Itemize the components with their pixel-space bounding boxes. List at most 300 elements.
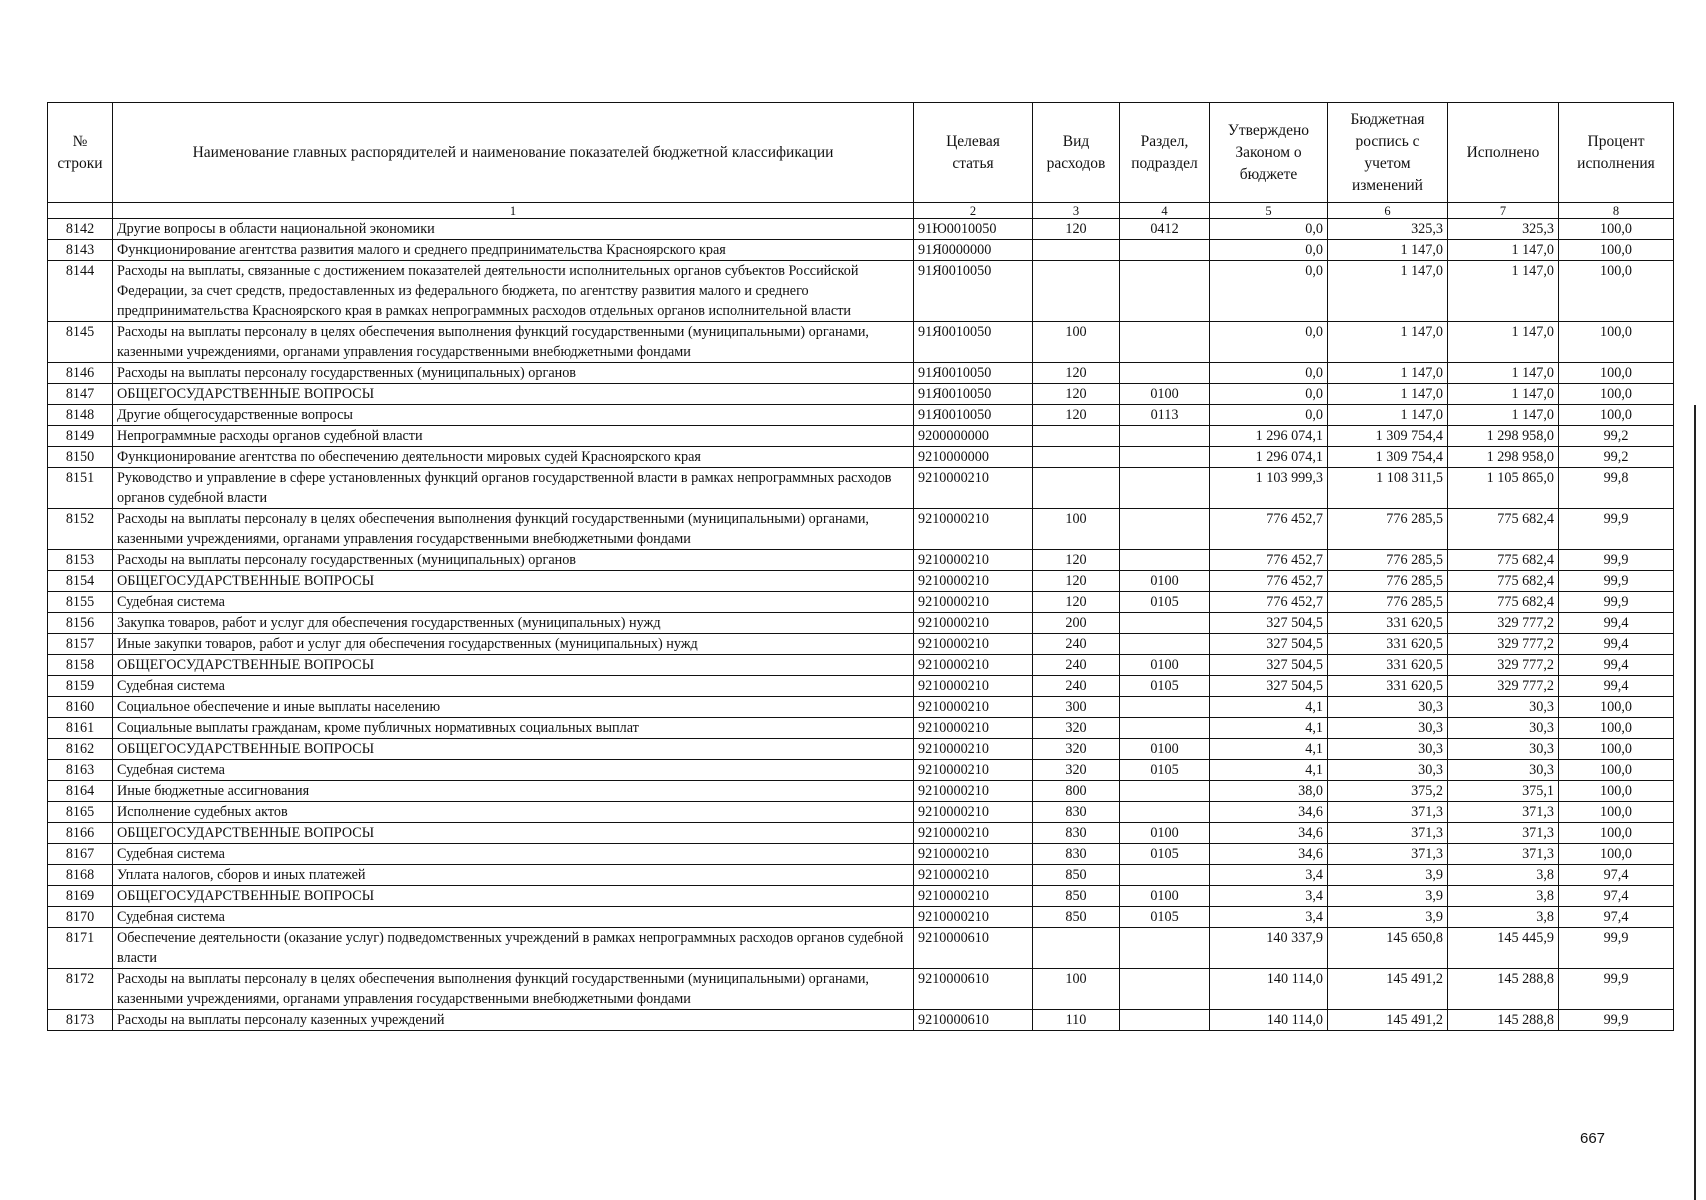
page-number: 667 [1580, 1130, 1606, 1147]
table-row [48, 697, 1674, 718]
executed-amount-cell: 329 777,2 [1448, 655, 1559, 676]
indicator-name-cell: Другие общегосударственные вопросы [113, 405, 914, 426]
expense-type-cell: 120 [1033, 363, 1120, 384]
approved-amount-cell: 0,0 [1210, 384, 1328, 405]
target-article-cell: 9210000210 [914, 571, 1033, 592]
table-row [48, 928, 1674, 969]
indicator-name-cell: Судебная система [113, 592, 914, 613]
percent-cell: 100,0 [1559, 697, 1674, 718]
indicator-name-cell: Обеспечение деятельности (оказание услуг) подведомственных учреждений в рамках непрограммных расходов органов судебной власти [113, 928, 914, 969]
row-number-cell: 8156 [48, 613, 113, 634]
expense-type-cell: 830 [1033, 844, 1120, 865]
budget-report-page [47, 102, 1673, 1031]
row-number-cell: 8171 [48, 928, 113, 969]
section-cell [1120, 468, 1210, 509]
table-row [48, 676, 1674, 697]
executed-amount-cell: 1 147,0 [1448, 405, 1559, 426]
row-number-cell: 8153 [48, 550, 113, 571]
executed-amount-cell: 329 777,2 [1448, 613, 1559, 634]
approved-amount-cell: 34,6 [1210, 823, 1328, 844]
executed-amount-cell: 371,3 [1448, 823, 1559, 844]
approved-amount-cell: 776 452,7 [1210, 571, 1328, 592]
indicator-name-cell: Расходы на выплаты, связанные с достижением показателей деятельности исполнительных органов субъектов Российской Федерации, за счет средств, предоставленных из федерального бюджета, по агентству развития малого и среднего предпринимательства Красноярского края в рамках непрограммных расходов отдельных органов исполнительной власти [113, 261, 914, 322]
expense-type-cell: 100 [1033, 322, 1120, 363]
percent-cell: 100,0 [1559, 384, 1674, 405]
approved-amount-cell: 776 452,7 [1210, 592, 1328, 613]
column-number: 2 [914, 203, 1033, 219]
schedule-amount-cell: 331 620,5 [1328, 613, 1448, 634]
section-cell: 0100 [1120, 823, 1210, 844]
section-cell [1120, 613, 1210, 634]
table-row [48, 509, 1674, 550]
table-row [48, 1010, 1674, 1031]
table-row [48, 823, 1674, 844]
indicator-name-cell: Функционирование агентства по обеспечению деятельности мировых судей Красноярского края [113, 447, 914, 468]
section-cell: 0412 [1120, 219, 1210, 240]
section-cell [1120, 550, 1210, 571]
row-number-cell: 8155 [48, 592, 113, 613]
indicator-name-cell: ОБЩЕГОСУДАРСТВЕННЫЕ ВОПРОСЫ [113, 655, 914, 676]
column-number: 6 [1328, 203, 1448, 219]
expense-type-cell: 120 [1033, 550, 1120, 571]
indicator-name-cell: Иные бюджетные ассигнования [113, 781, 914, 802]
section-cell: 0105 [1120, 760, 1210, 781]
percent-cell: 99,9 [1559, 1010, 1674, 1031]
percent-cell: 99,9 [1559, 928, 1674, 969]
approved-amount-cell: 327 504,5 [1210, 655, 1328, 676]
percent-cell: 100,0 [1559, 363, 1674, 384]
section-cell [1120, 447, 1210, 468]
indicator-name-cell: Расходы на выплаты персоналу государственных (муниципальных) органов [113, 363, 914, 384]
table-row [48, 363, 1674, 384]
row-number-cell: 8161 [48, 718, 113, 739]
target-article-cell: 91Я0010050 [914, 363, 1033, 384]
schedule-amount-cell: 3,9 [1328, 865, 1448, 886]
target-article-cell: 9210000210 [914, 509, 1033, 550]
indicator-name-cell: Расходы на выплаты персоналу в целях обеспечения выполнения функций государственными (муниципальными) органами, казенными учреждениями, органами управления государственными внебюджетными фондами [113, 509, 914, 550]
schedule-amount-cell: 331 620,5 [1328, 634, 1448, 655]
row-number-cell: 8163 [48, 760, 113, 781]
percent-cell: 100,0 [1559, 802, 1674, 823]
executed-amount-cell: 775 682,4 [1448, 509, 1559, 550]
target-article-cell: 9210000210 [914, 844, 1033, 865]
indicator-name-cell: Закупка товаров, работ и услуг для обеспечения государственных (муниципальных) нужд [113, 613, 914, 634]
executed-amount-cell: 329 777,2 [1448, 676, 1559, 697]
approved-amount-cell: 140 114,0 [1210, 969, 1328, 1010]
percent-cell: 100,0 [1559, 261, 1674, 322]
indicator-name-cell: ОБЩЕГОСУДАРСТВЕННЫЕ ВОПРОСЫ [113, 886, 914, 907]
table-row [48, 739, 1674, 760]
approved-amount-cell: 0,0 [1210, 219, 1328, 240]
approved-amount-cell: 776 452,7 [1210, 550, 1328, 571]
percent-cell: 99,9 [1559, 550, 1674, 571]
section-cell [1120, 781, 1210, 802]
target-article-cell: 91Я0010050 [914, 261, 1033, 322]
indicator-name-cell: ОБЩЕГОСУДАРСТВЕННЫЕ ВОПРОСЫ [113, 384, 914, 405]
approved-amount-cell: 140 337,9 [1210, 928, 1328, 969]
section-cell: 0105 [1120, 907, 1210, 928]
section-cell [1120, 969, 1210, 1010]
approved-amount-cell: 4,1 [1210, 739, 1328, 760]
section-cell [1120, 802, 1210, 823]
executed-amount-cell: 775 682,4 [1448, 592, 1559, 613]
expense-type-cell: 320 [1033, 718, 1120, 739]
target-article-cell: 91Я0010050 [914, 322, 1033, 363]
approved-amount-cell: 776 452,7 [1210, 509, 1328, 550]
table-row [48, 886, 1674, 907]
executed-amount-cell: 145 445,9 [1448, 928, 1559, 969]
header-section: Раздел, подраздел [1120, 103, 1210, 203]
approved-amount-cell: 34,6 [1210, 844, 1328, 865]
percent-cell: 99,9 [1559, 509, 1674, 550]
table-row [48, 219, 1674, 240]
executed-amount-cell: 371,3 [1448, 802, 1559, 823]
table-row [48, 384, 1674, 405]
schedule-amount-cell: 1 309 754,4 [1328, 426, 1448, 447]
expense-type-cell [1033, 261, 1120, 322]
table-row [48, 634, 1674, 655]
executed-amount-cell: 30,3 [1448, 697, 1559, 718]
section-cell: 0100 [1120, 886, 1210, 907]
indicator-name-cell: Судебная система [113, 907, 914, 928]
indicator-name-cell: Руководство и управление в сфере установленных функций органов государственной власти в рамках непрограммных расходов органов судебной власти [113, 468, 914, 509]
indicator-name-cell: ОБЩЕГОСУДАРСТВЕННЫЕ ВОПРОСЫ [113, 571, 914, 592]
header-expense-type: Вид расходов [1033, 103, 1120, 203]
executed-amount-cell: 3,8 [1448, 907, 1559, 928]
target-article-cell: 9210000210 [914, 760, 1033, 781]
row-number-cell: 8145 [48, 322, 113, 363]
executed-amount-cell: 775 682,4 [1448, 571, 1559, 592]
expense-type-cell: 100 [1033, 509, 1120, 550]
section-cell: 0100 [1120, 655, 1210, 676]
row-number-cell: 8159 [48, 676, 113, 697]
indicator-name-cell: ОБЩЕГОСУДАРСТВЕННЫЕ ВОПРОСЫ [113, 739, 914, 760]
percent-cell: 100,0 [1559, 781, 1674, 802]
indicator-name-cell: Расходы на выплаты персоналу в целях обеспечения выполнения функций государственными (муниципальными) органами, казенными учреждениями, органами управления государственными внебюджетными фондами [113, 322, 914, 363]
table-row [48, 802, 1674, 823]
section-cell [1120, 634, 1210, 655]
indicator-name-cell: Расходы на выплаты персоналу казенных учреждений [113, 1010, 914, 1031]
schedule-amount-cell: 30,3 [1328, 760, 1448, 781]
percent-cell: 99,2 [1559, 426, 1674, 447]
target-article-cell: 9210000210 [914, 718, 1033, 739]
schedule-amount-cell: 325,3 [1328, 219, 1448, 240]
target-article-cell: 9210000210 [914, 739, 1033, 760]
expense-type-cell: 110 [1033, 1010, 1120, 1031]
expense-type-cell [1033, 447, 1120, 468]
column-number: 1 [113, 203, 914, 219]
schedule-amount-cell: 776 285,5 [1328, 571, 1448, 592]
section-cell [1120, 261, 1210, 322]
schedule-amount-cell: 1 147,0 [1328, 240, 1448, 261]
row-number-cell: 8152 [48, 509, 113, 550]
expense-type-cell: 120 [1033, 571, 1120, 592]
approved-amount-cell: 3,4 [1210, 865, 1328, 886]
column-number: 4 [1120, 203, 1210, 219]
section-cell: 0100 [1120, 739, 1210, 760]
target-article-cell: 91Я0010050 [914, 384, 1033, 405]
approved-amount-cell: 0,0 [1210, 261, 1328, 322]
schedule-amount-cell: 331 620,5 [1328, 676, 1448, 697]
schedule-amount-cell: 371,3 [1328, 823, 1448, 844]
expense-type-cell: 850 [1033, 907, 1120, 928]
expense-type-cell: 120 [1033, 592, 1120, 613]
column-number: 5 [1210, 203, 1328, 219]
schedule-amount-cell: 1 309 754,4 [1328, 447, 1448, 468]
approved-amount-cell: 0,0 [1210, 363, 1328, 384]
target-article-cell: 9210000210 [914, 676, 1033, 697]
row-number-cell: 8142 [48, 219, 113, 240]
target-article-cell: 9210000610 [914, 928, 1033, 969]
executed-amount-cell: 3,8 [1448, 886, 1559, 907]
indicator-name-cell: Расходы на выплаты персоналу в целях обеспечения выполнения функций государственными (муниципальными) органами, казенными учреждениями, органами управления государственными внебюджетными фондами [113, 969, 914, 1010]
approved-amount-cell: 0,0 [1210, 405, 1328, 426]
table-row [48, 571, 1674, 592]
section-cell: 0100 [1120, 571, 1210, 592]
percent-cell: 100,0 [1559, 405, 1674, 426]
schedule-amount-cell: 30,3 [1328, 739, 1448, 760]
column-number [48, 203, 113, 219]
approved-amount-cell: 4,1 [1210, 697, 1328, 718]
schedule-amount-cell: 371,3 [1328, 844, 1448, 865]
approved-amount-cell: 0,0 [1210, 240, 1328, 261]
indicator-name-cell: Другие вопросы в области национальной экономики [113, 219, 914, 240]
row-number-cell: 8172 [48, 969, 113, 1010]
row-number-cell: 8168 [48, 865, 113, 886]
approved-amount-cell: 327 504,5 [1210, 676, 1328, 697]
indicator-name-cell: Судебная система [113, 676, 914, 697]
approved-amount-cell: 327 504,5 [1210, 613, 1328, 634]
expense-type-cell: 240 [1033, 655, 1120, 676]
executed-amount-cell: 30,3 [1448, 739, 1559, 760]
executed-amount-cell: 30,3 [1448, 718, 1559, 739]
table-row [48, 760, 1674, 781]
expense-type-cell [1033, 928, 1120, 969]
target-article-cell: 9210000610 [914, 1010, 1033, 1031]
percent-cell: 100,0 [1559, 219, 1674, 240]
indicator-name-cell: Исполнение судебных актов [113, 802, 914, 823]
expense-type-cell: 200 [1033, 613, 1120, 634]
schedule-amount-cell: 1 147,0 [1328, 405, 1448, 426]
row-number-cell: 8173 [48, 1010, 113, 1031]
expense-type-cell [1033, 426, 1120, 447]
schedule-amount-cell: 776 285,5 [1328, 550, 1448, 571]
section-cell [1120, 322, 1210, 363]
section-cell [1120, 240, 1210, 261]
section-cell: 0105 [1120, 844, 1210, 865]
table-row [48, 781, 1674, 802]
expense-type-cell: 830 [1033, 802, 1120, 823]
target-article-cell: 9210000210 [914, 823, 1033, 844]
table-row [48, 550, 1674, 571]
expense-type-cell [1033, 468, 1120, 509]
schedule-amount-cell: 3,9 [1328, 907, 1448, 928]
column-number: 3 [1033, 203, 1120, 219]
header-percent: Процент исполнения [1559, 103, 1674, 203]
schedule-amount-cell: 145 491,2 [1328, 969, 1448, 1010]
approved-amount-cell: 34,6 [1210, 802, 1328, 823]
section-cell [1120, 697, 1210, 718]
table-row [48, 468, 1674, 509]
section-cell [1120, 928, 1210, 969]
percent-cell: 100,0 [1559, 322, 1674, 363]
header-row-number: № строки [48, 103, 113, 203]
section-cell: 0100 [1120, 384, 1210, 405]
percent-cell: 99,4 [1559, 634, 1674, 655]
target-article-cell: 9210000210 [914, 634, 1033, 655]
section-cell: 0105 [1120, 592, 1210, 613]
executed-amount-cell: 145 288,8 [1448, 969, 1559, 1010]
percent-cell: 99,4 [1559, 676, 1674, 697]
percent-cell: 97,4 [1559, 865, 1674, 886]
section-cell [1120, 1010, 1210, 1031]
executed-amount-cell: 329 777,2 [1448, 634, 1559, 655]
percent-cell: 100,0 [1559, 844, 1674, 865]
expense-type-cell: 850 [1033, 865, 1120, 886]
table-row [48, 240, 1674, 261]
row-number-cell: 8148 [48, 405, 113, 426]
row-number-cell: 8157 [48, 634, 113, 655]
approved-amount-cell: 1 296 074,1 [1210, 426, 1328, 447]
indicator-name-cell: Судебная система [113, 760, 914, 781]
table-body [48, 219, 1674, 1031]
section-cell [1120, 426, 1210, 447]
header-name: Наименование главных распорядителей и наименование показателей бюджетной классификации [113, 103, 914, 203]
row-number-cell: 8158 [48, 655, 113, 676]
approved-amount-cell: 140 114,0 [1210, 1010, 1328, 1031]
schedule-amount-cell: 776 285,5 [1328, 592, 1448, 613]
table-row [48, 907, 1674, 928]
section-cell [1120, 509, 1210, 550]
indicator-name-cell: Функционирование агентства развития малого и среднего предпринимательства Красноярского края [113, 240, 914, 261]
expense-type-cell: 100 [1033, 969, 1120, 1010]
table-row [48, 865, 1674, 886]
expense-type-cell: 120 [1033, 384, 1120, 405]
approved-amount-cell: 4,1 [1210, 718, 1328, 739]
expense-type-cell: 240 [1033, 634, 1120, 655]
percent-cell: 97,4 [1559, 886, 1674, 907]
section-cell: 0113 [1120, 405, 1210, 426]
row-number-cell: 8151 [48, 468, 113, 509]
table-row [48, 426, 1674, 447]
section-cell [1120, 363, 1210, 384]
column-number: 7 [1448, 203, 1559, 219]
target-article-cell: 9210000210 [914, 907, 1033, 928]
executed-amount-cell: 325,3 [1448, 219, 1559, 240]
approved-amount-cell: 3,4 [1210, 886, 1328, 907]
row-number-cell: 8144 [48, 261, 113, 322]
percent-cell: 99,9 [1559, 571, 1674, 592]
target-article-cell: 9210000210 [914, 865, 1033, 886]
percent-cell: 99,9 [1559, 592, 1674, 613]
target-article-cell: 9210000210 [914, 468, 1033, 509]
expense-type-cell: 830 [1033, 823, 1120, 844]
table-row [48, 322, 1674, 363]
percent-cell: 100,0 [1559, 739, 1674, 760]
target-article-cell: 91Ю0010050 [914, 219, 1033, 240]
row-number-cell: 8166 [48, 823, 113, 844]
target-article-cell: 9210000210 [914, 592, 1033, 613]
header-target-article: Целевая статья [914, 103, 1033, 203]
header-schedule: Бюджетная роспись с учетом изменений [1328, 103, 1448, 203]
table-row [48, 969, 1674, 1010]
approved-amount-cell: 1 103 999,3 [1210, 468, 1328, 509]
row-number-cell: 8169 [48, 886, 113, 907]
section-cell [1120, 718, 1210, 739]
target-article-cell: 9210000210 [914, 613, 1033, 634]
expense-type-cell: 300 [1033, 697, 1120, 718]
schedule-amount-cell: 3,9 [1328, 886, 1448, 907]
table-row [48, 613, 1674, 634]
percent-cell: 100,0 [1559, 718, 1674, 739]
row-number-cell: 8146 [48, 363, 113, 384]
executed-amount-cell: 1 147,0 [1448, 363, 1559, 384]
table-row [48, 447, 1674, 468]
indicator-name-cell: Судебная система [113, 844, 914, 865]
indicator-name-cell: Иные закупки товаров, работ и услуг для обеспечения государственных (муниципальных) нужд [113, 634, 914, 655]
schedule-amount-cell: 371,3 [1328, 802, 1448, 823]
percent-cell: 99,8 [1559, 468, 1674, 509]
executed-amount-cell: 375,1 [1448, 781, 1559, 802]
indicator-name-cell: Непрограммные расходы органов судебной власти [113, 426, 914, 447]
approved-amount-cell: 1 296 074,1 [1210, 447, 1328, 468]
header-approved: Утверждено Законом о бюджете [1210, 103, 1328, 203]
indicator-name-cell: Уплата налогов, сборов и иных платежей [113, 865, 914, 886]
table-row [48, 655, 1674, 676]
approved-amount-cell: 3,4 [1210, 907, 1328, 928]
schedule-amount-cell: 1 147,0 [1328, 363, 1448, 384]
schedule-amount-cell: 1 147,0 [1328, 384, 1448, 405]
executed-amount-cell: 1 147,0 [1448, 322, 1559, 363]
target-article-cell: 9210000210 [914, 697, 1033, 718]
target-article-cell: 9210000210 [914, 802, 1033, 823]
percent-cell: 100,0 [1559, 760, 1674, 781]
percent-cell: 100,0 [1559, 823, 1674, 844]
row-number-cell: 8154 [48, 571, 113, 592]
expense-type-cell: 800 [1033, 781, 1120, 802]
schedule-amount-cell: 1 147,0 [1328, 261, 1448, 322]
expense-type-cell: 120 [1033, 219, 1120, 240]
expense-type-cell: 320 [1033, 760, 1120, 781]
schedule-amount-cell: 30,3 [1328, 718, 1448, 739]
percent-cell: 99,9 [1559, 969, 1674, 1010]
row-number-cell: 8162 [48, 739, 113, 760]
target-article-cell: 91Я0000000 [914, 240, 1033, 261]
executed-amount-cell: 1 298 958,0 [1448, 426, 1559, 447]
indicator-name-cell: Социальные выплаты гражданам, кроме публичных нормативных социальных выплат [113, 718, 914, 739]
executed-amount-cell: 3,8 [1448, 865, 1559, 886]
schedule-amount-cell: 1 108 311,5 [1328, 468, 1448, 509]
target-article-cell: 9210000000 [914, 447, 1033, 468]
schedule-amount-cell: 145 491,2 [1328, 1010, 1448, 1031]
row-number-cell: 8143 [48, 240, 113, 261]
row-number-cell: 8167 [48, 844, 113, 865]
target-article-cell: 9210000210 [914, 781, 1033, 802]
indicator-name-cell: Социальное обеспечение и иные выплаты населению [113, 697, 914, 718]
approved-amount-cell: 38,0 [1210, 781, 1328, 802]
schedule-amount-cell: 375,2 [1328, 781, 1448, 802]
executed-amount-cell: 1 105 865,0 [1448, 468, 1559, 509]
executed-amount-cell: 775 682,4 [1448, 550, 1559, 571]
target-article-cell: 9210000610 [914, 969, 1033, 1010]
table-row [48, 592, 1674, 613]
target-article-cell: 9200000000 [914, 426, 1033, 447]
schedule-amount-cell: 331 620,5 [1328, 655, 1448, 676]
table-row [48, 261, 1674, 322]
column-number: 8 [1559, 203, 1674, 219]
row-number-cell: 8150 [48, 447, 113, 468]
section-cell: 0105 [1120, 676, 1210, 697]
